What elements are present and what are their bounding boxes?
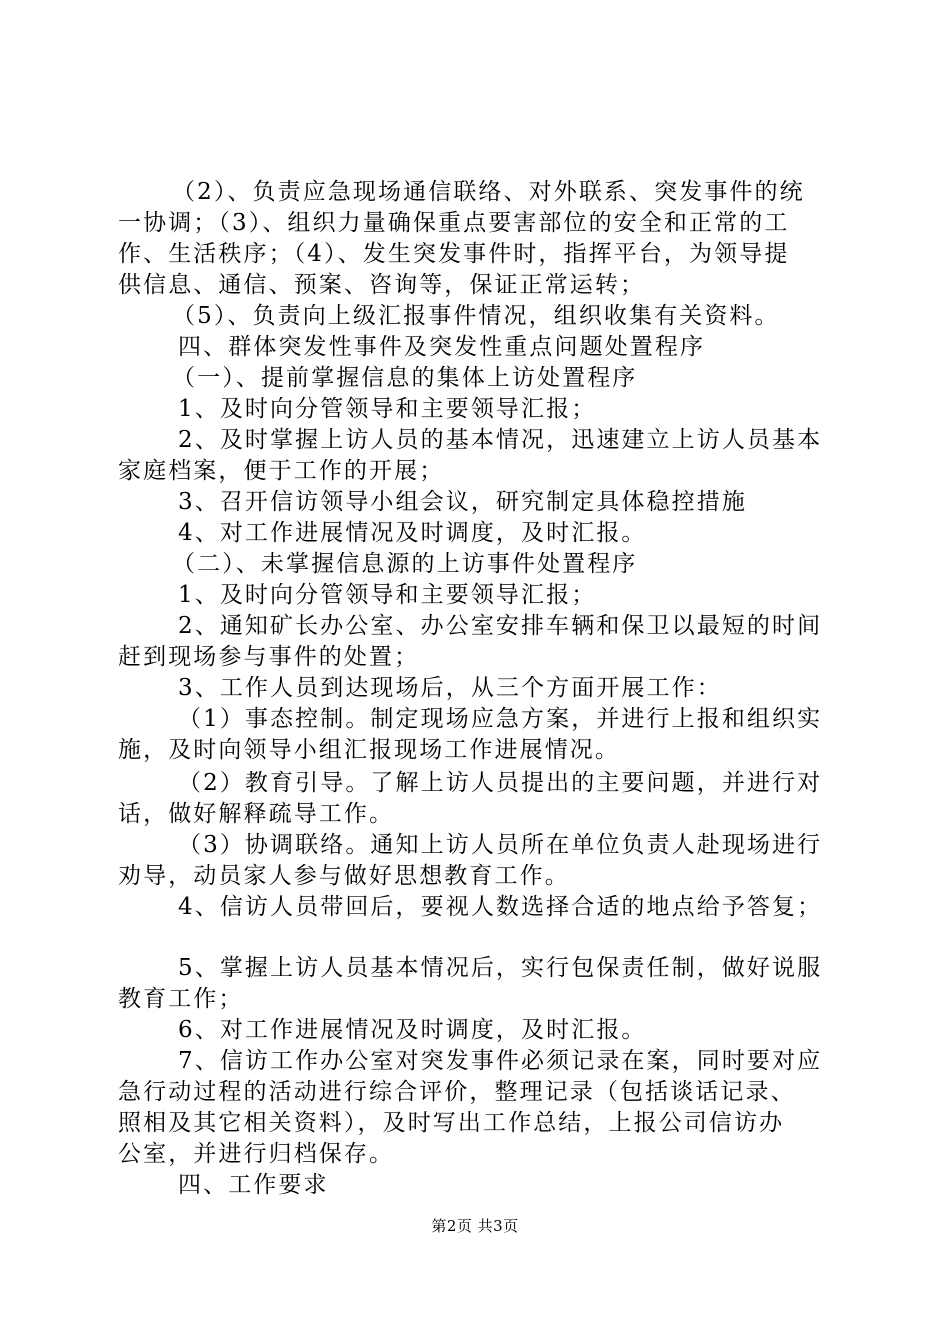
text-line: （1）事态控制。制定现场应急方案，并进行上报和组织实 xyxy=(178,706,823,732)
text-line: 1、及时向分管领导和主要领导汇报； xyxy=(178,396,597,422)
text-line: 照相及其它相关资料），及时写出工作总结，上报公司信访办 xyxy=(118,1110,785,1136)
text-line: 3、工作人员到达现场后，从三个方面开展工作： xyxy=(178,675,722,701)
section-heading: 四、群体突发性事件及突发性重点问题处置程序 xyxy=(178,334,706,360)
subsection-heading: （一）、提前掌握信息的集体上访处置程序 xyxy=(172,365,638,391)
text-line: 施，及时向领导小组汇报现场工作进展情况。 xyxy=(118,737,620,763)
text-line: （3）协调联络。通知上访人员所在单位负责人赴现场进行 xyxy=(178,832,823,858)
text-line: 教育工作； xyxy=(118,986,244,1012)
text-line: 4、信访人员带回后，要视人数选择合适的地点给予答复； xyxy=(178,894,823,920)
text-line: 3、召开信访领导小组会议，研究制定具体稳控措施 xyxy=(178,489,747,515)
text-line: （5）、负责向上级汇报事件情况，组织收集有关资料。 xyxy=(172,303,780,329)
text-line: 公室，并进行归档保存。 xyxy=(118,1141,395,1167)
text-line: 家庭档案，便于工作的开展； xyxy=(118,458,445,484)
text-line: 2、及时掌握上访人员的基本情况，迅速建立上访人员基本 xyxy=(178,427,823,453)
text-line: 7、信访工作办公室对突发事件必须记录在案，同时要对应 xyxy=(178,1048,823,1074)
text-line: 一协调；（3）、组织力量确保重点要害部位的安全和正常的工 xyxy=(118,210,790,236)
text-line: 5、掌握上访人员基本情况后，实行包保责任制，做好说服 xyxy=(178,955,823,981)
text-line: 4、对工作进展情况及时调度，及时汇报。 xyxy=(178,520,647,546)
subsection-heading: （二）、未掌握信息源的上访事件处置程序 xyxy=(172,551,638,577)
page-number-footer: 第2页 共3页 xyxy=(431,1217,519,1235)
text-line: 劝导，动员家人参与做好思想教育工作。 xyxy=(118,863,570,889)
section-heading: 四、工作要求 xyxy=(178,1172,329,1198)
text-line: 急行动过程的活动进行综合评价，整理记录（包括谈话记录、 xyxy=(118,1079,796,1105)
text-line: （2）教育引导。了解上访人员提出的主要问题，并进行对 xyxy=(178,770,823,796)
text-line: 2、通知矿长办公室、办公室安排车辆和保卫以最短的时间 xyxy=(178,613,823,639)
text-line: 1、及时向分管领导和主要领导汇报； xyxy=(178,582,597,608)
text-line: 供信息、通信、预案、咨询等，保证正常运转； xyxy=(118,272,646,298)
text-line: （2）、负责应急现场通信联络、对外联系、突发事件的统 xyxy=(172,179,805,205)
text-line: 作、生活秩序；（4）、发生突发事件时，指挥平台，为领导提 xyxy=(118,241,790,267)
text-line: 6、对工作进展情况及时调度，及时汇报。 xyxy=(178,1017,647,1043)
text-line: 话，做好解释疏导工作。 xyxy=(118,801,395,827)
text-line: 赶到现场参与事件的处置； xyxy=(118,644,420,670)
